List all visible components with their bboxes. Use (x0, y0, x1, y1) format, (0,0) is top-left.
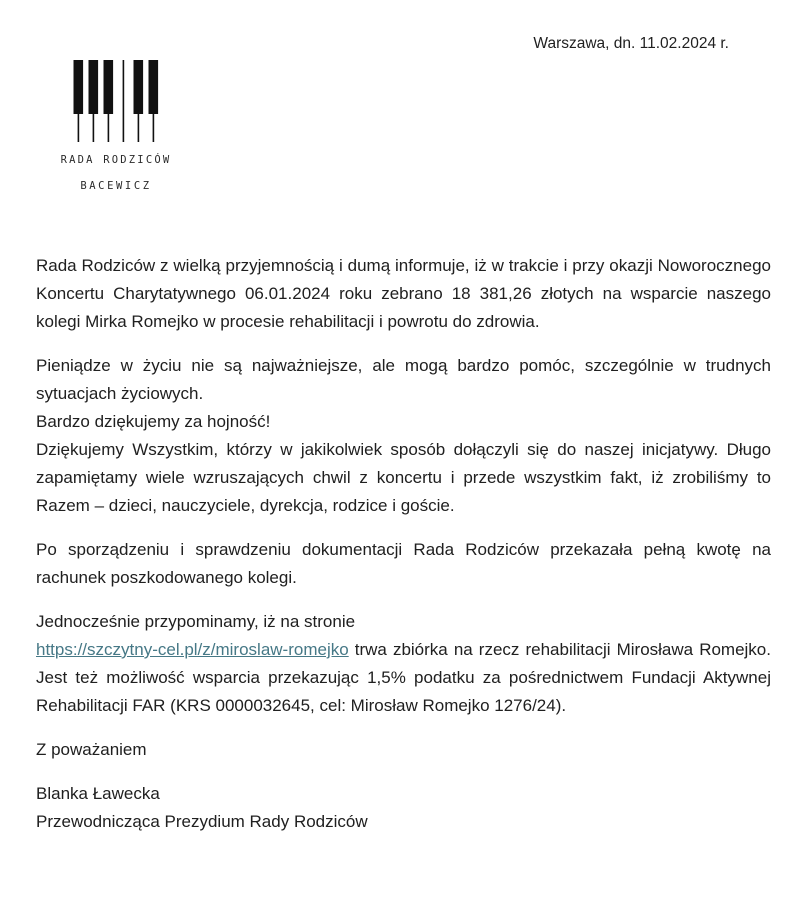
org-logo (60, 60, 172, 194)
thanks-line-1: Pieniądze w życiu nie są najważniejsze, ale mogą bardzo pomóc, szczególnie w trudnych sytuacjach życiowych. (36, 356, 771, 403)
fundraiser-intro: Jednocześnie przypominamy, iż na stronie (36, 612, 356, 631)
signer-name: Blanka Ławecka (36, 784, 160, 803)
org-name-secondary: BACEWICZ (80, 180, 152, 192)
date-line: Warszawa, dn. 11.02.2024 r. (533, 35, 729, 52)
signature-block (36, 780, 771, 836)
thanks-line-2: Bardzo dziękujemy za hojność! (36, 412, 271, 431)
piano-keys-icon (64, 60, 169, 142)
fundraiser-link[interactable]: https://szczytny-cel.pl/z/miroslaw-romejko (36, 640, 349, 659)
paragraph-fundraiser (36, 608, 771, 720)
closing-salutation: Z poważaniem (36, 740, 147, 759)
thanks-line-3: Dziękujemy Wszystkim, którzy w jakikolwiek sposób dołączyli się do naszej inicjatywy. Długo zapamiętamy wiele wzruszających chwil z koncertu i przede wszystkim fakt, iż zrobiliśmy to Razem – dzieci, nauczyciele, dyrekcja, rodzice i goście. (36, 440, 771, 515)
signer-title: Przewodnicząca Prezydium Rady Rodziców (36, 812, 368, 831)
paragraph-transfer: Po sporządzeniu i sprawdzeniu dokumentacji Rada Rodziców przekazała pełną kwotę na rachunek poszkodowanego kolegi. (36, 540, 771, 587)
paragraph-announcement: Rada Rodziców z wielką przyjemnością i dumą informuje, iż w trakcie i przy okazji Noworocznego Koncertu Charytatywnego 06.01.2024 roku zebrano 18 381,26 złotych na wsparcie naszego kolegi Mirka Romejko w procesie rehabilitacji i powrotu do zdrowia. (36, 256, 771, 331)
fundraiser-details: trwa zbiórka na rzecz rehabilitacji Mirosława Romejko. Jest też możliwość wsparcia przekazując 1,5% podatku za pośrednictwem Fundacji Aktywnej Rehabilitacji FAR (KRS 0000032645, cel: Mirosław Romejko 1276/24). (36, 640, 771, 715)
paragraph-thanks (36, 352, 771, 520)
org-name: RADA RODZICÓW (60, 154, 172, 166)
letter-body (36, 252, 771, 836)
